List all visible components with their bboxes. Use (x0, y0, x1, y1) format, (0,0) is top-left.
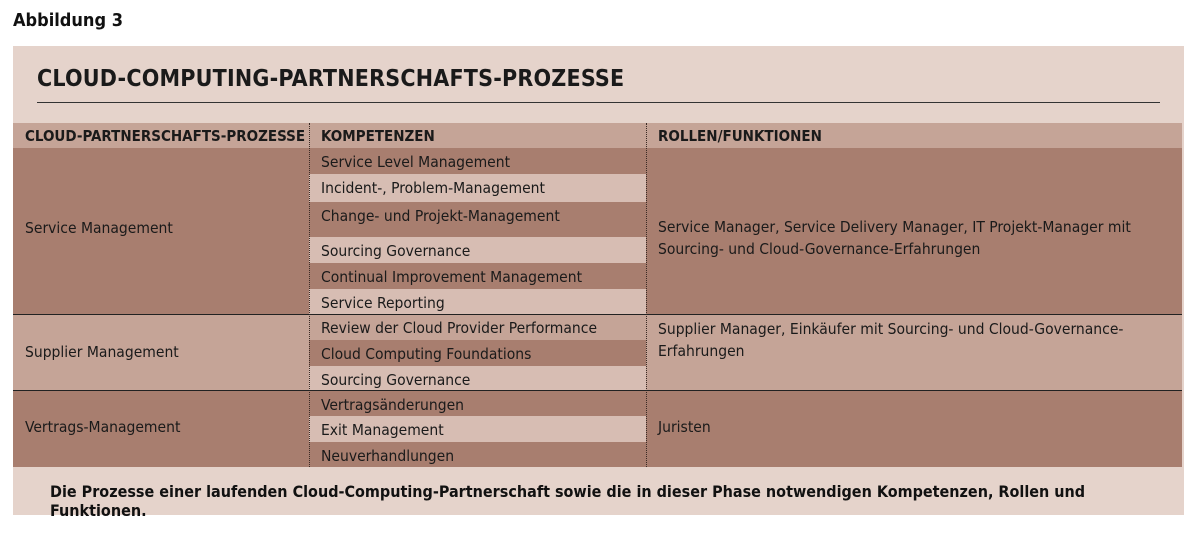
row-divider (13, 390, 1182, 391)
competency-item: Continual Improvement Management (309, 263, 646, 289)
row-divider (13, 314, 1182, 315)
column-divider (646, 123, 647, 467)
figure-label: Abbildung 3 (13, 10, 123, 31)
process-name: Vertrags-Management (25, 418, 181, 436)
figure-caption: Die Prozesse einer laufenden Cloud-Computing-Partnerschaft sowie die in dieser Phase notwendigen Kompetenzen, Rollen und Funktionen. (50, 482, 1086, 520)
competency-item: Cloud Computing Foundations (309, 340, 646, 366)
competency-item: Incident-, Problem-Management (309, 174, 646, 202)
header-roles: ROLLEN/FUNKTIONEN (646, 123, 1182, 148)
process-name: Supplier Management (25, 343, 179, 361)
title-divider (37, 102, 1160, 103)
competency-item: Review der Cloud Provider Performance (309, 315, 646, 340)
competency-item: Exit Management (309, 416, 646, 442)
roles-text: Juristen (658, 418, 711, 436)
header-competencies: KOMPETENZEN (309, 123, 646, 148)
roles-text: Supplier Manager, Einkäufer mit Sourcing- und Cloud-Governance-Erfahrungen (658, 320, 1124, 360)
competency-item: Service Reporting (309, 289, 646, 315)
header-processes: CLOUD-PARTNERSCHAFTS-PROZESSE (13, 123, 309, 148)
roles-text: Service Manager, Service Delivery Manager, IT Projekt-Manager mit Sourcing- und Cloud-Governance-Erfahrungen (658, 218, 1131, 258)
competency-item: Sourcing Governance (309, 237, 646, 263)
column-divider (309, 123, 310, 467)
competency-item: Neuverhandlungen (309, 442, 646, 467)
process-name: Service Management (25, 219, 173, 237)
competency-item: Vertragsänderungen (309, 391, 646, 416)
figure-panel (13, 46, 1184, 520)
competency-item: Sourcing Governance (309, 366, 646, 391)
panel-title: CLOUD-COMPUTING-PARTNERSCHAFTS-PROZESSE (37, 66, 625, 92)
competency-item: Change- und Projekt-Management (309, 202, 646, 237)
competency-item: Service Level Management (309, 148, 646, 174)
process-table (13, 123, 1182, 467)
